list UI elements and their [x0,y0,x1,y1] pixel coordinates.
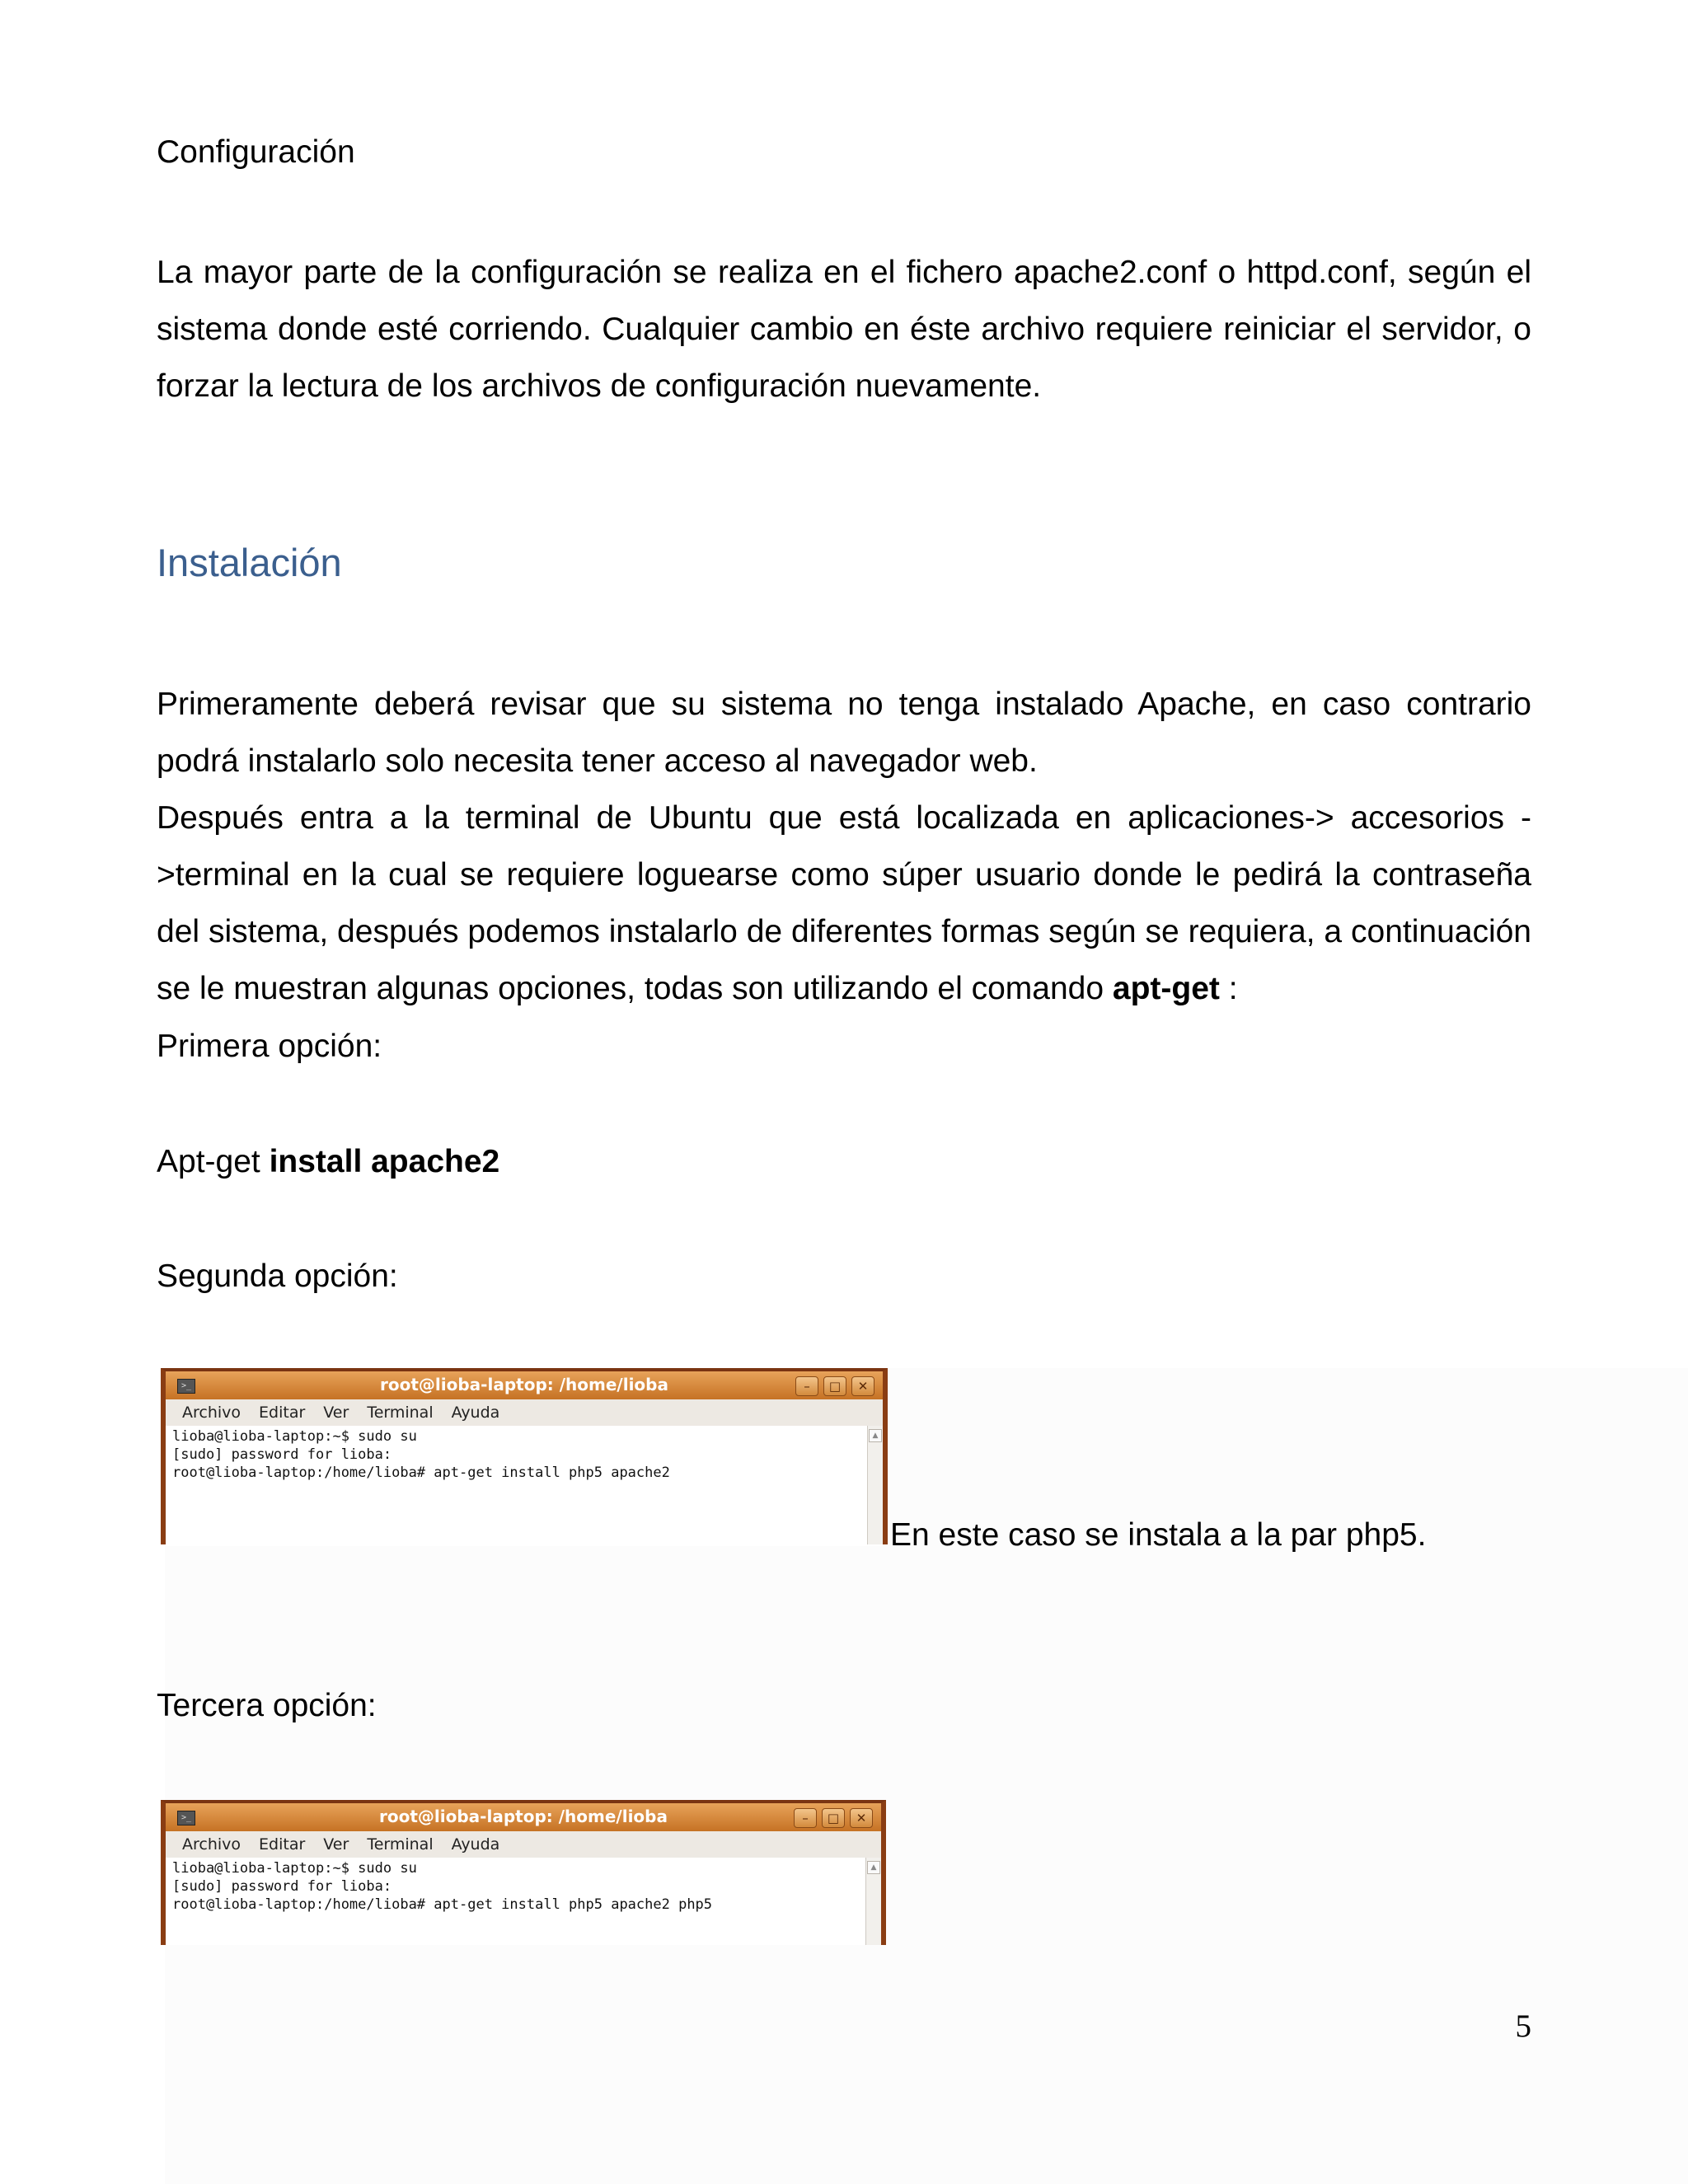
terminal-scrollbar[interactable] [867,1426,883,1544]
menu-archivo[interactable]: Archivo [182,1404,241,1422]
terminal-title: root@lioba-laptop: /home/lioba [380,1375,668,1394]
terminal-line: [sudo] password for lioba: [172,1878,392,1895]
configuracion-paragraph: La mayor parte de la configuración se realiza en el fichero apache2.conf o httpd.conf, según el sistema donde esté corriendo. Cualquier cambio en éste archivo requiere reiniciar el servidor, o forzar la lectura de los archivos de configuración nuevamente. [157,255,1531,404]
maximize-icon[interactable]: □ [822,1808,845,1828]
scroll-up-icon[interactable]: ▲ [867,1861,880,1874]
terminal-output[interactable] [161,1858,886,1945]
minimize-icon[interactable]: – [794,1808,817,1828]
minimize-icon[interactable]: – [795,1376,818,1396]
menu-editar[interactable]: Editar [259,1835,306,1854]
section-title-instalacion: Instalación [157,541,342,584]
terminal-screenshot-2 [161,1800,886,1945]
menu-terminal[interactable]: Terminal [367,1404,434,1422]
option-2-label: Segunda opción: [157,1258,398,1294]
terminal-line: lioba@lioba-laptop:~$ sudo su [172,1860,417,1877]
terminal-scrollbar[interactable] [865,1858,881,1945]
option-1-label: Primera opción: [157,1029,382,1064]
close-icon[interactable]: ✕ [850,1808,873,1828]
option-1-command-bold: install apache2 [269,1144,500,1179]
menu-ayuda[interactable]: Ayuda [451,1835,500,1854]
configuracion-heading: Configuración [157,134,355,170]
terminal-titlebar [161,1368,888,1399]
terminal-line: root@lioba-laptop:/home/lioba# apt-get install php5 apache2 php5 [172,1896,713,1913]
menu-editar[interactable]: Editar [259,1404,306,1422]
terminal-line: [sudo] password for lioba: [172,1446,392,1463]
terminal-line: root@lioba-laptop:/home/lioba# apt-get install php5 apache2 [172,1465,670,1481]
terminal-app-icon: >_ [177,1379,195,1394]
terminal-title: root@lioba-laptop: /home/lioba [379,1807,668,1826]
menu-archivo[interactable]: Archivo [182,1835,241,1854]
option-2-note: En este caso se instala a la par php5. [890,1517,1427,1553]
menu-ver[interactable]: Ver [323,1404,349,1422]
scroll-up-icon[interactable]: ▲ [869,1429,882,1442]
instalacion-paragraph-1: Primeramente deberá revisar que su sistema no tenga instalado Apache, en caso contrario podrá instalarlo solo necesita tener acceso al navegador web. [157,687,1531,779]
terminal-menubar [161,1399,888,1426]
page-number: 5 [1515,2008,1531,2044]
option-1-command-plain: Apt-get [157,1144,270,1179]
terminal-app-icon: >_ [177,1811,195,1825]
terminal-line: lioba@lioba-laptop:~$ sudo su [172,1428,417,1445]
instalacion-paragraph-2 [157,790,1531,1017]
option-3-label: Tercera opción: [157,1688,377,1723]
terminal-output[interactable] [161,1426,888,1544]
terminal-screenshot-1 [161,1368,888,1546]
paragraph-2-end: : [1219,971,1238,1006]
menu-ver[interactable]: Ver [323,1835,349,1854]
option-1-command [157,1133,499,1190]
apt-get-bold: apt-get [1112,971,1220,1006]
maximize-icon[interactable]: □ [823,1376,846,1396]
paragraph-2-text: Después entra a la terminal de Ubuntu que está localizada en aplicaciones-> accesorios ->terminal en la cual se requiere loguearse como súper usuario donde le pedirá la contraseña del sistema, después podemos instalarlo de diferentes formas según se requiera, a continuación se le muestran algunas opciones, todas son utilizando el comando [157,800,1531,1006]
menu-ayuda[interactable]: Ayuda [451,1404,500,1422]
menu-terminal[interactable]: Terminal [367,1835,434,1854]
terminal-menubar [161,1831,886,1858]
terminal-titlebar [161,1800,886,1831]
close-icon[interactable]: ✕ [851,1376,874,1396]
